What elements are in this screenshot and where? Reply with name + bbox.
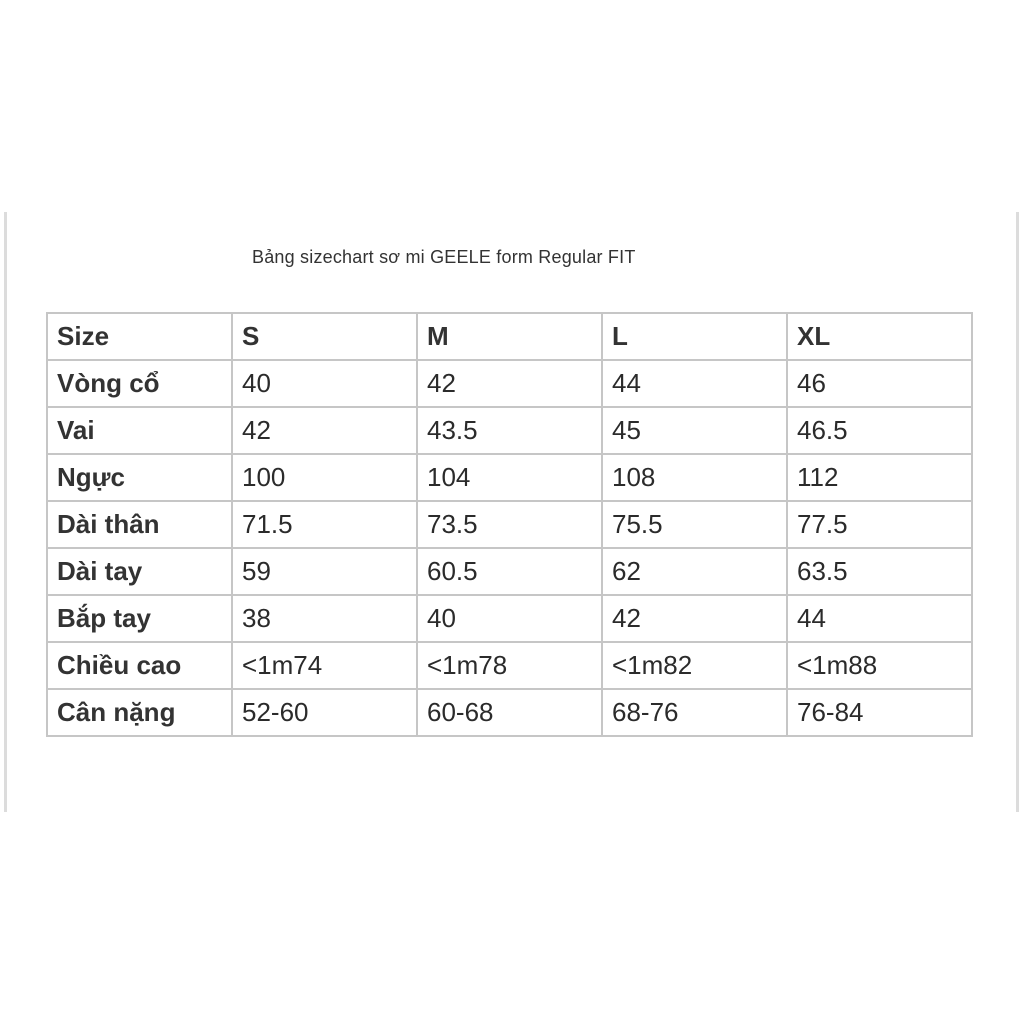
size-chart-table xyxy=(46,312,973,737)
table-cell: 68-76 xyxy=(602,689,787,736)
header-cell-size: Size xyxy=(47,313,232,360)
table-cell: 60-68 xyxy=(417,689,602,736)
table-cell: 44 xyxy=(602,360,787,407)
table-cell: <1m74 xyxy=(232,642,417,689)
table-cell: 71.5 xyxy=(232,501,417,548)
table-cell: 38 xyxy=(232,595,417,642)
header-cell-m: M xyxy=(417,313,602,360)
table-row xyxy=(47,454,972,501)
table-caption: Bảng sizechart sơ mi GEELE form Regular FIT xyxy=(252,247,636,267)
table-cell: <1m78 xyxy=(417,642,602,689)
table-cell: 112 xyxy=(787,454,972,501)
left-border-line xyxy=(4,212,7,812)
table-cell: 43.5 xyxy=(417,407,602,454)
row-label: Dài tay xyxy=(47,548,232,595)
table-row xyxy=(47,595,972,642)
table-row xyxy=(47,360,972,407)
table-row xyxy=(47,642,972,689)
table-row xyxy=(47,501,972,548)
table-cell: <1m88 xyxy=(787,642,972,689)
table-header-row xyxy=(47,313,972,360)
table-cell: 45 xyxy=(602,407,787,454)
table-row xyxy=(47,407,972,454)
table-cell: 40 xyxy=(232,360,417,407)
table-row xyxy=(47,548,972,595)
table-cell: 42 xyxy=(417,360,602,407)
table-cell: 40 xyxy=(417,595,602,642)
table-cell: 62 xyxy=(602,548,787,595)
table-cell: 42 xyxy=(232,407,417,454)
table-cell: 100 xyxy=(232,454,417,501)
table-row xyxy=(47,689,972,736)
header-cell-xl: XL xyxy=(787,313,972,360)
right-border-line xyxy=(1016,212,1019,812)
table-cell: 46 xyxy=(787,360,972,407)
table-cell: 63.5 xyxy=(787,548,972,595)
table-cell: 46.5 xyxy=(787,407,972,454)
header-cell-l: L xyxy=(602,313,787,360)
row-label: Bắp tay xyxy=(47,595,232,642)
row-label: Vai xyxy=(47,407,232,454)
table-cell: 52-60 xyxy=(232,689,417,736)
row-label: Ngực xyxy=(47,454,232,501)
table-cell: 77.5 xyxy=(787,501,972,548)
header-cell-s: S xyxy=(232,313,417,360)
table-cell: 75.5 xyxy=(602,501,787,548)
table-cell: 44 xyxy=(787,595,972,642)
table-cell: 60.5 xyxy=(417,548,602,595)
table-cell: 42 xyxy=(602,595,787,642)
table-cell: 73.5 xyxy=(417,501,602,548)
row-label: Vòng cổ xyxy=(47,360,232,407)
row-label: Cân nặng xyxy=(47,689,232,736)
row-label: Dài thân xyxy=(47,501,232,548)
table-cell: 108 xyxy=(602,454,787,501)
table-cell: <1m82 xyxy=(602,642,787,689)
table-cell: 76-84 xyxy=(787,689,972,736)
table-cell: 59 xyxy=(232,548,417,595)
row-label: Chiều cao xyxy=(47,642,232,689)
table-cell: 104 xyxy=(417,454,602,501)
